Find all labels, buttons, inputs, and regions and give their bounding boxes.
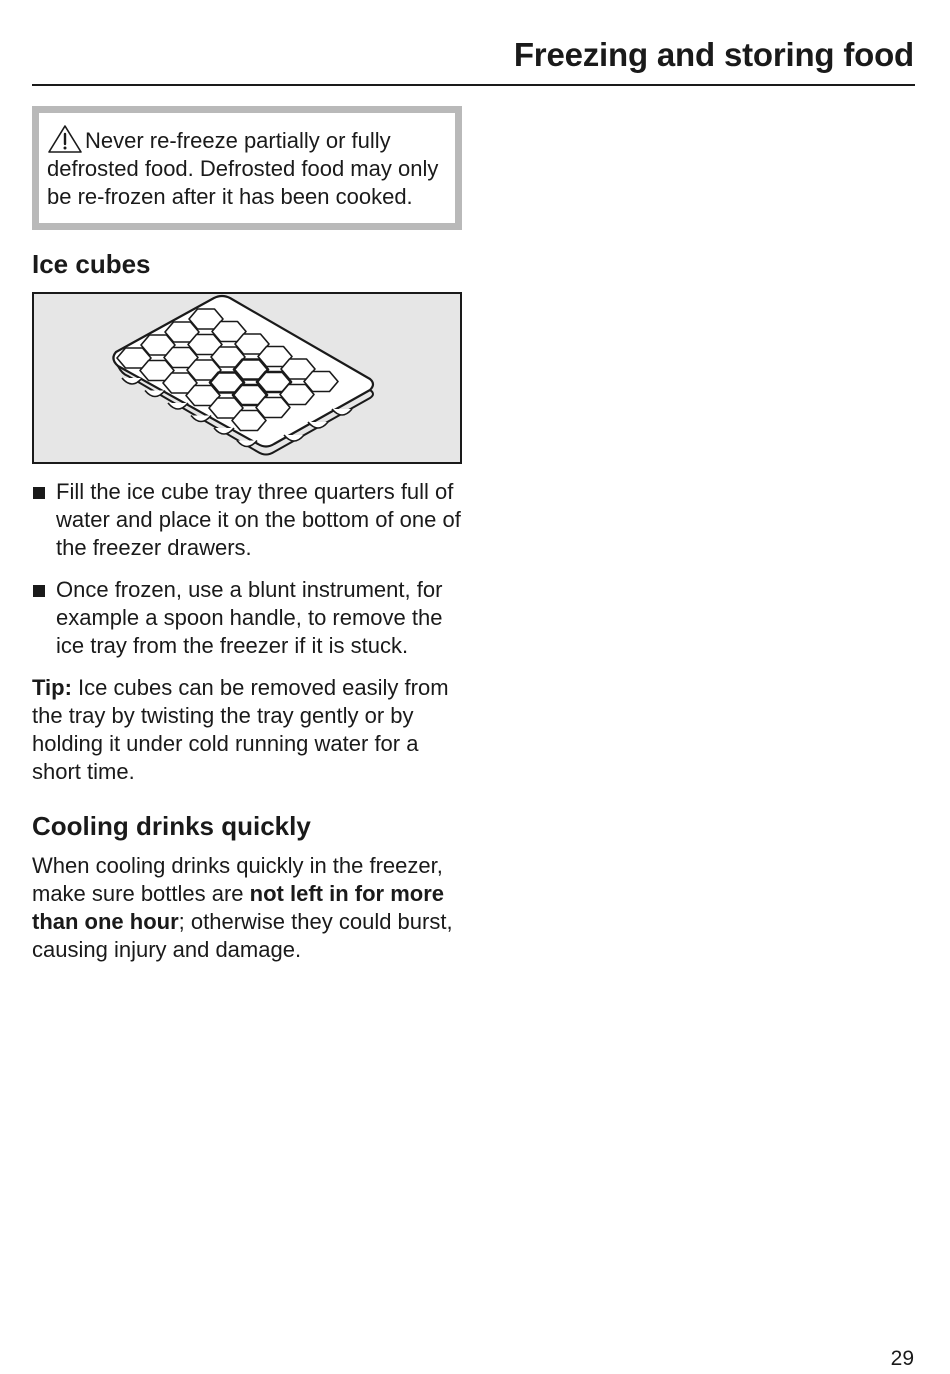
tip-paragraph xyxy=(32,674,462,786)
tray-compartment xyxy=(304,372,338,392)
cooling-text-bold: not left in for more than one hour xyxy=(32,881,444,934)
ice-cube-tray-illustration xyxy=(32,292,462,464)
tray-foot xyxy=(237,441,257,447)
ice-cube-steps xyxy=(32,478,462,660)
page-number: 29 xyxy=(890,1347,914,1370)
tip-text: Ice cubes can be removed easily from the tray by twisting the tray gently or by holding it under cold running water for a short time. xyxy=(32,675,449,784)
tray-foot xyxy=(168,403,188,409)
tray-foot xyxy=(284,435,304,441)
cooling-paragraph xyxy=(32,852,462,964)
title-divider xyxy=(32,84,915,86)
tray-foot xyxy=(308,422,328,428)
cooling-text-after: ; otherwise they could burst, causing injury and damage. xyxy=(32,909,453,962)
warning-text: Never re-freeze partially or fully defrosted food. Defrosted food may only be re-frozen after it has been cooked. xyxy=(47,128,439,209)
bullet-square-icon xyxy=(33,585,45,597)
step-text: Fill the ice cube tray three quarters full of water and place it on the bottom of one of the freezer drawers. xyxy=(56,479,461,560)
list-item xyxy=(32,576,462,660)
tray-foot xyxy=(214,428,234,434)
step-text: Once frozen, use a blunt instrument, for example a spoon handle, to remove the ice tray from the freezer if it is stuck. xyxy=(56,577,443,658)
bullet-square-icon xyxy=(33,487,45,499)
cooling-text-before: When cooling drinks quickly in the freezer, make sure bottles are xyxy=(32,853,443,906)
tray-foot xyxy=(332,409,352,415)
cooling-drinks-heading: Cooling drinks quickly xyxy=(32,811,311,841)
ice-cubes-heading: Ice cubes xyxy=(32,249,151,279)
content-column xyxy=(32,106,462,964)
page-title: Freezing and storing food xyxy=(513,36,914,73)
tray-foot xyxy=(191,416,211,422)
list-item xyxy=(32,478,462,562)
tip-label: Tip: xyxy=(32,675,72,700)
warning-triangle-icon xyxy=(47,124,83,154)
warning-box xyxy=(32,106,462,230)
